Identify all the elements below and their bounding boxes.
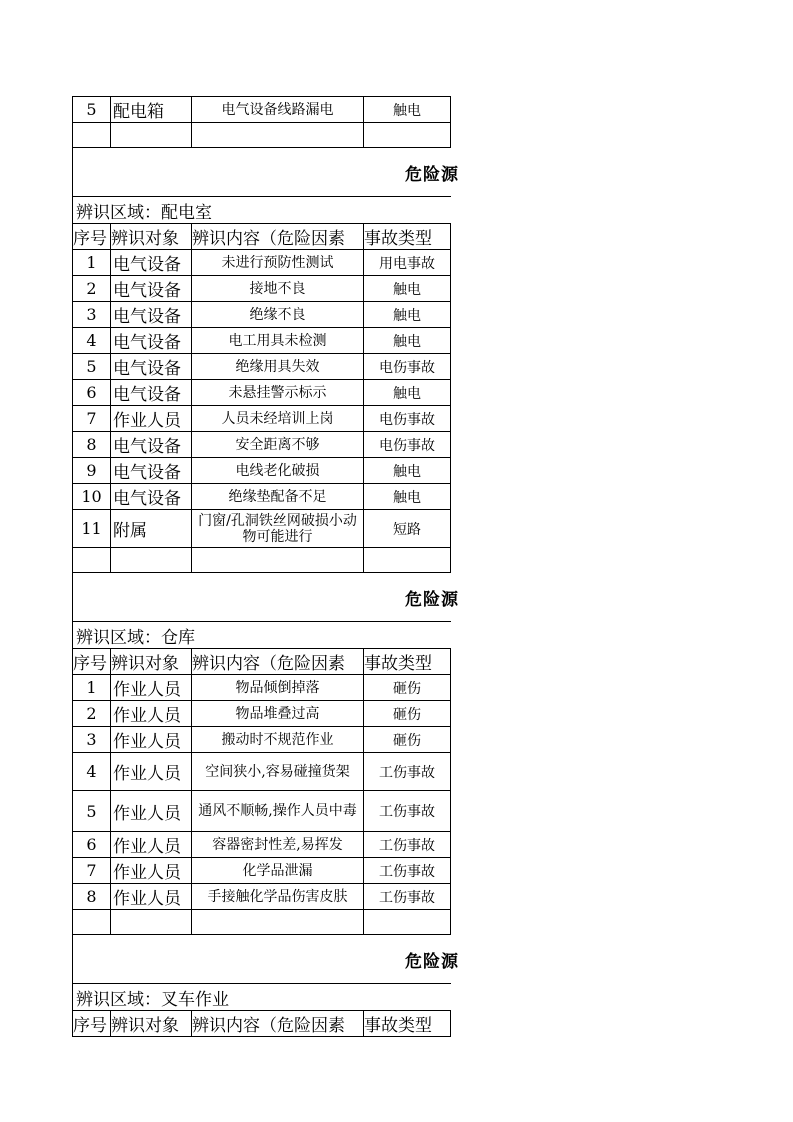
cell-content[interactable]: 人员未经培训上岗 xyxy=(192,406,364,432)
cell-content[interactable]: 安全距离不够 xyxy=(192,432,364,458)
cell-num[interactable]: 5 xyxy=(73,791,111,832)
cell-type[interactable]: 触电 xyxy=(364,302,451,328)
cell-num[interactable]: 4 xyxy=(73,328,111,354)
section-area-row xyxy=(73,622,451,649)
header-type[interactable]: 事故类型 xyxy=(364,649,451,675)
cell-content[interactable]: 容器密封性差,易挥发 xyxy=(192,832,364,858)
cell-num[interactable]: 2 xyxy=(73,701,111,727)
table-row xyxy=(73,380,451,406)
table-row xyxy=(73,858,451,884)
cell-object[interactable]: 作业人员 xyxy=(111,832,192,858)
cell-content[interactable]: 门窗/孔洞铁丝网破损小动物可能进行 xyxy=(192,510,364,548)
cell-content[interactable]: 电线老化破损 xyxy=(192,458,364,484)
table-row xyxy=(73,510,451,548)
table-row xyxy=(73,328,451,354)
cell-num[interactable]: 3 xyxy=(73,302,111,328)
spreadsheet-sheet xyxy=(72,96,459,1037)
cell-num[interactable]: 6 xyxy=(73,380,111,406)
header-num[interactable]: 序号 xyxy=(73,1011,111,1037)
cell-content[interactable]: 未进行预防性测试 xyxy=(192,250,364,276)
header-object[interactable]: 辨识对象 xyxy=(111,224,192,250)
table-row xyxy=(73,432,451,458)
cell-type[interactable]: 电伤事故 xyxy=(364,354,451,380)
cell-content[interactable]: 化学品泄漏 xyxy=(192,858,364,884)
cell-content[interactable]: 通风不顺畅,操作人员中毒 xyxy=(192,791,364,832)
cell-content[interactable]: 绝缘用具失效 xyxy=(192,354,364,380)
table-body xyxy=(73,97,459,1037)
table-row xyxy=(73,250,451,276)
header-row xyxy=(73,1011,451,1037)
header-type[interactable]: 事故类型 xyxy=(364,224,451,250)
header-content[interactable]: 辨识内容（危险因素 xyxy=(192,224,364,250)
cell-object[interactable]: 附属 xyxy=(111,510,192,548)
cell-num[interactable]: 10 xyxy=(73,484,111,510)
cell-num[interactable]: 1 xyxy=(73,250,111,276)
section-area-row xyxy=(73,197,451,224)
cell-num[interactable]: 11 xyxy=(73,510,111,548)
cell-object[interactable]: 电气设备 xyxy=(111,432,192,458)
cell-object[interactable]: 作业人员 xyxy=(111,858,192,884)
empty-cell[interactable] xyxy=(111,123,192,148)
cell-content[interactable]: 空间狭小,容易碰撞货架 xyxy=(192,753,364,791)
section-title[interactable]: 危险源 xyxy=(73,148,451,197)
section-title-row xyxy=(73,148,451,197)
header-object[interactable]: 辨识对象 xyxy=(111,1011,192,1037)
cell-content[interactable]: 电气设备线路漏电 xyxy=(192,97,364,123)
cell-num[interactable]: 8 xyxy=(73,432,111,458)
empty-cell[interactable] xyxy=(73,548,111,573)
empty-cell[interactable] xyxy=(111,548,192,573)
section-area[interactable]: 辨识区域：配电室 xyxy=(73,197,451,224)
empty-cell[interactable] xyxy=(192,910,364,935)
empty-cell[interactable] xyxy=(111,910,192,935)
cell-type[interactable]: 触电 xyxy=(364,97,451,123)
header-object[interactable]: 辨识对象 xyxy=(111,649,192,675)
cell-num[interactable]: 3 xyxy=(73,727,111,753)
cell-object[interactable]: 电气设备 xyxy=(111,458,192,484)
table-row xyxy=(73,354,451,380)
cell-object[interactable]: 电气设备 xyxy=(111,250,192,276)
hazard-table xyxy=(72,96,459,1037)
empty-cell[interactable] xyxy=(364,910,451,935)
table-row xyxy=(73,276,451,302)
cell-content[interactable]: 手接触化学品伤害皮肤 xyxy=(192,884,364,910)
empty-cell[interactable] xyxy=(192,123,364,148)
cell-type[interactable]: 触电 xyxy=(364,328,451,354)
empty-row xyxy=(73,123,451,148)
cell-content[interactable]: 搬动时不规范作业 xyxy=(192,727,364,753)
table-row xyxy=(73,753,451,791)
section-title-row xyxy=(73,573,451,622)
cell-object[interactable]: 电气设备 xyxy=(111,328,192,354)
empty-cell[interactable] xyxy=(364,123,451,148)
cell-object[interactable]: 配电箱 xyxy=(111,97,192,123)
cell-object[interactable]: 作业人员 xyxy=(111,675,192,701)
cell-object[interactable]: 电气设备 xyxy=(111,276,192,302)
header-content[interactable]: 辨识内容（危险因素 xyxy=(192,1011,364,1037)
cell-object[interactable]: 作业人员 xyxy=(111,884,192,910)
cell-type[interactable]: 电伤事故 xyxy=(364,406,451,432)
empty-cell[interactable] xyxy=(364,548,451,573)
table-row xyxy=(73,727,451,753)
table-row xyxy=(73,302,451,328)
cell-object[interactable]: 电气设备 xyxy=(111,380,192,406)
cell-object[interactable]: 作业人员 xyxy=(111,753,192,791)
cell-type[interactable]: 砸伤 xyxy=(364,675,451,701)
table-row xyxy=(73,406,451,432)
section-title-row xyxy=(73,935,451,984)
cell-type[interactable]: 工伤事故 xyxy=(364,832,451,858)
empty-cell[interactable] xyxy=(73,123,111,148)
section-title[interactable]: 危险源 xyxy=(73,573,451,622)
cell-num[interactable]: 1 xyxy=(73,675,111,701)
cell-num[interactable]: 9 xyxy=(73,458,111,484)
cell-content[interactable]: 绝缘不良 xyxy=(192,302,364,328)
table-row xyxy=(73,484,451,510)
cell-content[interactable]: 接地不良 xyxy=(192,276,364,302)
cell-type[interactable]: 工伤事故 xyxy=(364,753,451,791)
cell-content[interactable]: 物品倾倒掉落 xyxy=(192,675,364,701)
cell-num[interactable]: 6 xyxy=(73,832,111,858)
empty-cell[interactable] xyxy=(73,910,111,935)
cell-type[interactable]: 触电 xyxy=(364,458,451,484)
table-row xyxy=(73,458,451,484)
section-area[interactable]: 辨识区域：叉车作业 xyxy=(73,984,451,1011)
cell-object[interactable]: 作业人员 xyxy=(111,701,192,727)
empty-row xyxy=(73,548,451,573)
header-num[interactable]: 序号 xyxy=(73,224,111,250)
section-area[interactable]: 辨识区域：仓库 xyxy=(73,622,451,649)
cell-num[interactable]: 4 xyxy=(73,753,111,791)
table-row xyxy=(73,884,451,910)
cell-type[interactable]: 工伤事故 xyxy=(364,858,451,884)
cell-type[interactable]: 砸伤 xyxy=(364,701,451,727)
cell-num[interactable]: 5 xyxy=(73,97,111,123)
header-row xyxy=(73,649,451,675)
empty-cell[interactable] xyxy=(192,548,364,573)
cell-num[interactable]: 7 xyxy=(73,858,111,884)
cell-num[interactable]: 8 xyxy=(73,884,111,910)
cell-object[interactable]: 作业人员 xyxy=(111,406,192,432)
cell-num[interactable]: 2 xyxy=(73,276,111,302)
cell-content[interactable]: 物品堆叠过高 xyxy=(192,701,364,727)
table-row xyxy=(73,791,451,832)
table-row xyxy=(73,675,451,701)
cell-object[interactable]: 电气设备 xyxy=(111,484,192,510)
cell-num[interactable]: 5 xyxy=(73,354,111,380)
cell-type[interactable]: 触电 xyxy=(364,276,451,302)
cell-type[interactable]: 短路 xyxy=(364,510,451,548)
header-row xyxy=(73,224,451,250)
cell-content[interactable]: 电工用具未检测 xyxy=(192,328,364,354)
cell-content[interactable]: 绝缘垫配备不足 xyxy=(192,484,364,510)
empty-row xyxy=(73,910,451,935)
cell-type[interactable]: 工伤事故 xyxy=(364,884,451,910)
cell-object[interactable]: 作业人员 xyxy=(111,727,192,753)
table-row xyxy=(73,701,451,727)
cell-type[interactable]: 用电事故 xyxy=(364,250,451,276)
section-area-row xyxy=(73,984,451,1011)
cell-object[interactable]: 作业人员 xyxy=(111,791,192,832)
cell-object[interactable]: 电气设备 xyxy=(111,302,192,328)
cell-type[interactable]: 电伤事故 xyxy=(364,432,451,458)
cell-type[interactable]: 触电 xyxy=(364,380,451,406)
section-title[interactable]: 危险源 xyxy=(73,935,451,984)
cell-content[interactable]: 未悬挂警示标示 xyxy=(192,380,364,406)
cell-type[interactable]: 砸伤 xyxy=(364,727,451,753)
table-row xyxy=(73,832,451,858)
cell-type[interactable]: 触电 xyxy=(364,484,451,510)
header-content[interactable]: 辨识内容（危险因素 xyxy=(192,649,364,675)
cell-type[interactable]: 工伤事故 xyxy=(364,791,451,832)
table-row xyxy=(73,97,451,123)
header-num[interactable]: 序号 xyxy=(73,649,111,675)
header-type[interactable]: 事故类型 xyxy=(364,1011,451,1037)
cell-num[interactable]: 7 xyxy=(73,406,111,432)
cell-object[interactable]: 电气设备 xyxy=(111,354,192,380)
